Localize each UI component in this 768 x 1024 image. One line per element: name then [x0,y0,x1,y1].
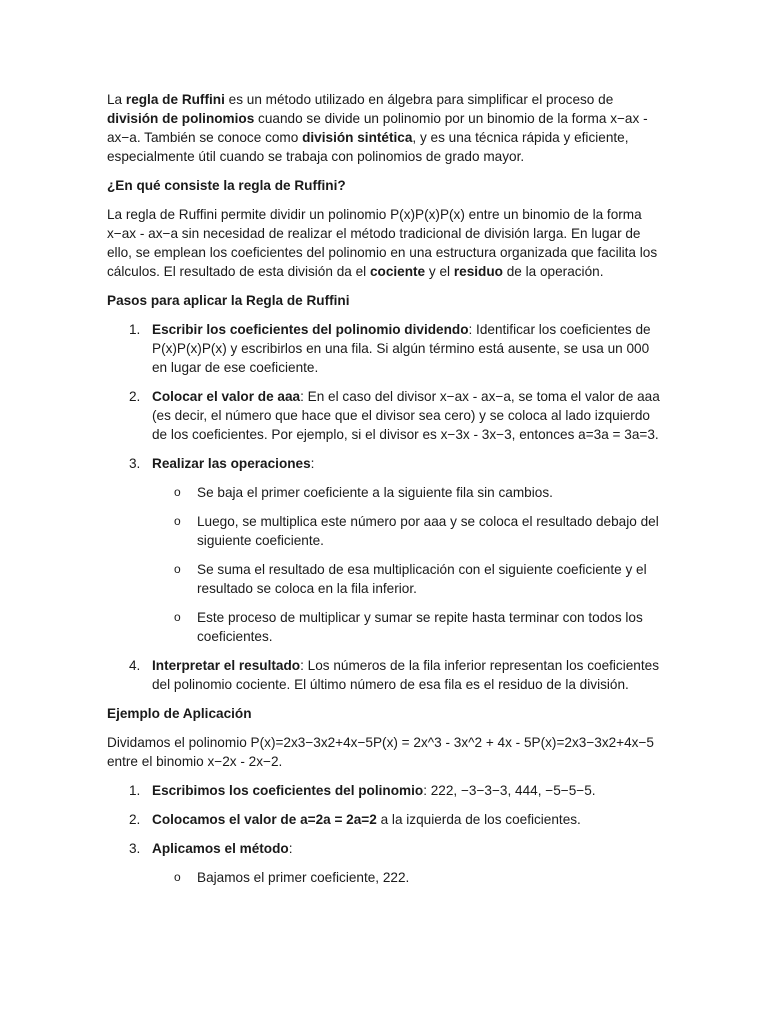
bullet-icon: o [174,485,181,499]
section-heading-ejemplo: Ejemplo de Aplicación [107,706,252,721]
substep-text: Bajamos el primer coeficiente, 222. [197,870,410,885]
intro-text-4: , y es una técnica rápida y eficiente, especialmente útil cuando se trabaja con polinomios de grado mayor. [107,130,629,164]
bullet-icon: o [174,562,181,576]
example-steps-list [107,781,665,887]
section1-text-2: y el [425,264,454,279]
section-heading-consiste: ¿En qué consiste la regla de Ruffini? [107,178,346,193]
section-heading-pasos: Pasos para aplicar la Regla de Ruffini [107,293,350,308]
substep-text: Se suma el resultado de esa multiplicación con el siguiente coeficiente y el resultado se coloca en la fila inferior. [197,562,647,596]
step-text: : En el caso del divisor x−ax - ax−a, se toma el valor de aaa (es decir, el número que hace que el divisor sea cero) y se coloca al lado izquierdo de los coeficientes. Por ejemplo, si el divisor es x−3x - 3x−3, entonces a=3a = 3a=3. [152,389,660,442]
bullet-icon: o [174,514,181,528]
intro-paragraph [107,90,665,166]
intro-text-1: La [107,92,126,107]
list-item [107,320,665,377]
example-intro: Dividamos el polinomio P(x)=2x3−3x2+4x−5P(x) = 2x^3 - 3x^2 + 4x - 5P(x)=2x3−3x2+4x−5 entre el binomio x−2x - 2x−2. [107,735,654,769]
substep-text: Luego, se multiplica este número por aaa y se coloca el resultado debajo del siguiente coeficiente. [197,514,659,548]
step-title: Interpretar el resultado [152,658,301,673]
list-item [107,839,665,887]
intro-bold-1: regla de Ruffini [125,92,225,107]
step-title: Escribir los coeficientes del polinomio dividendo [152,322,469,337]
step-text: : Identificar los coeficientes de P(x)P(x)P(x) y escribirlos en una fila. Si algún término está ausente, se usa un 000 en lugar de ese coeficiente. [152,322,651,375]
intro-bold-3: división sintética [302,130,413,145]
step-title: Escribimos los coeficientes del polinomio [152,783,424,798]
list-number: 4. [129,658,141,673]
substeps-list [152,868,665,887]
step-text: : [288,841,293,856]
section1-bold-2: residuo [453,264,503,279]
section1-text-1: La regla de Ruffini permite dividir un polinomio P(x)P(x)P(x) entre un binomio de la forma x−ax - ax−a sin necesidad de realizar el método tradicional de división larga. En lugar de ello, se emplean los coeficientes del polinomio en una estructura organizada que facilita los cálculos. El resultado de esta división da el [107,207,658,279]
document-body [107,90,665,897]
sub-list-item [152,868,665,887]
substep-text: Se baja el primer coeficiente a la siguiente fila sin cambios. [197,485,553,500]
step-title: Aplicamos el método [152,841,289,856]
section1-bold-1: cociente [369,264,426,279]
steps-list [107,320,665,694]
substeps-list [152,483,665,646]
intro-text-2: es un método utilizado en álgebra para simplificar el proceso de [224,92,614,107]
section1-text-3: de la operación. [502,264,604,279]
list-number: 3. [129,456,141,471]
step-text: : [310,456,315,471]
step-text: a la izquierda de los coeficientes. [376,812,581,827]
list-number: 1. [129,783,141,798]
sub-list-item [152,483,665,502]
section1-paragraph [107,205,665,281]
bullet-icon: o [174,870,181,884]
list-number: 3. [129,841,141,856]
bullet-icon: o [174,610,181,624]
step-title: Colocamos el valor de a=2a = 2a=2 [152,812,377,827]
sub-list-item [152,512,665,550]
intro-bold-2: división de polinomios [107,111,255,126]
list-item [107,454,665,646]
list-item [107,781,665,800]
step-title: Realizar las operaciones [152,456,311,471]
substep-text: Este proceso de multiplicar y sumar se repite hasta terminar con todos los coeficientes. [197,610,643,644]
step-text: : Los números de la fila inferior representan los coeficientes del polinomio cociente. El último número de esa fila es el residuo de la división. [152,658,659,692]
list-number: 1. [129,322,141,337]
sub-list-item [152,608,665,646]
list-item [107,656,665,694]
list-number: 2. [129,812,141,827]
step-text: : 222, −3−3−3, 444, −5−5−5. [423,783,596,798]
list-item [107,387,665,444]
intro-text-3: cuando se divide un polinomio por un binomio de la forma x−ax - ax−a. También se conoce como [107,111,648,145]
sub-list-item [152,560,665,598]
list-item [107,810,665,829]
step-title: Colocar el valor de aaa [152,389,301,404]
list-number: 2. [129,389,141,404]
